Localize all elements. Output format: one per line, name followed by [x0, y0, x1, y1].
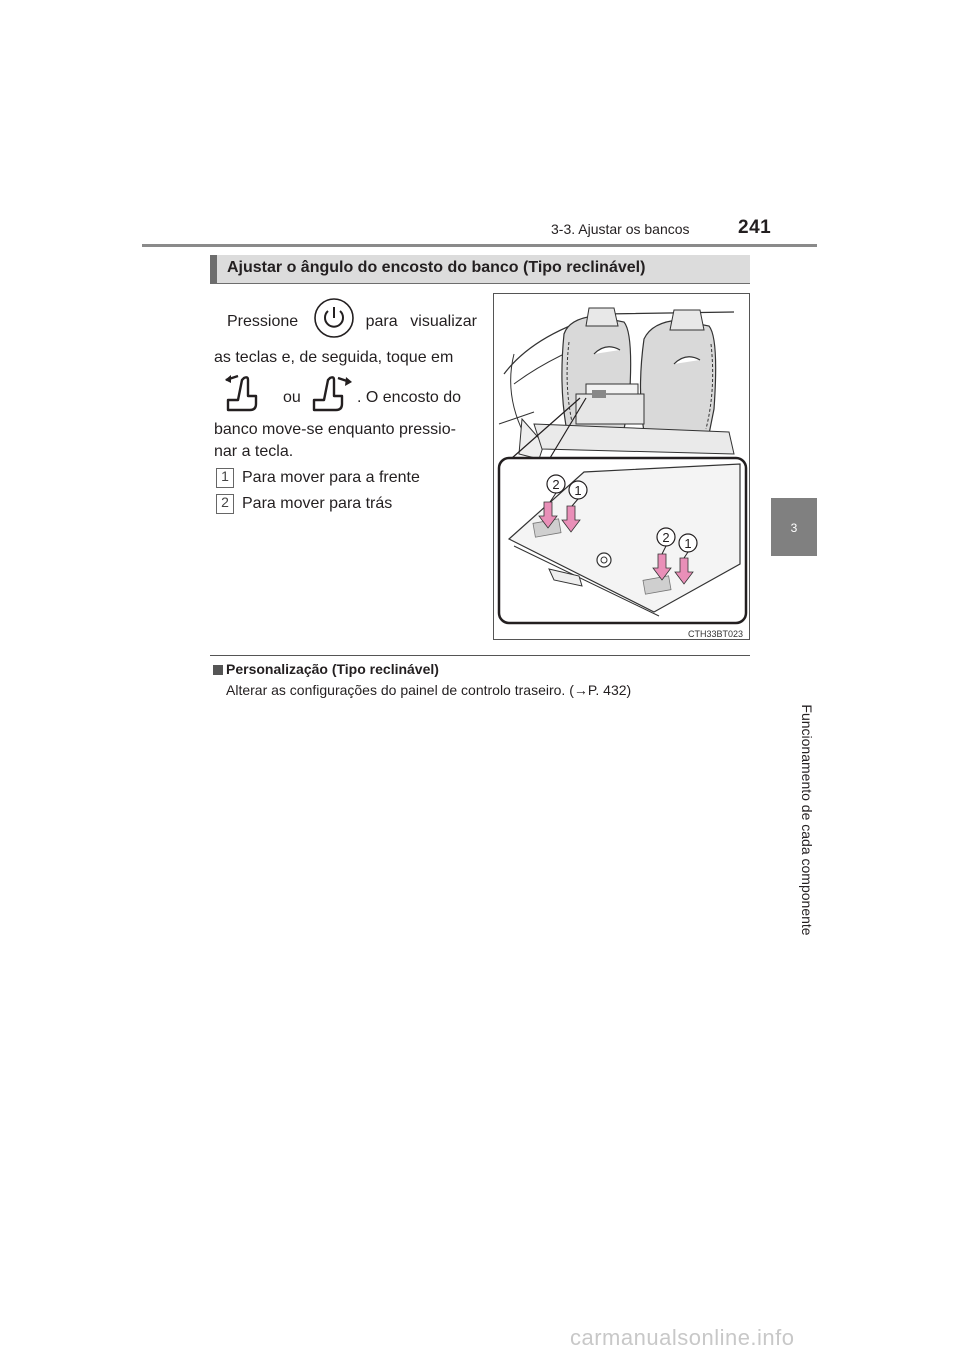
step-number: 1	[221, 468, 229, 484]
note-title: Personalização (Tipo reclinável)	[226, 661, 439, 677]
instruction-line-5: nar a tecla.	[214, 443, 294, 460]
callout-label: 2	[552, 477, 560, 492]
note-bullet-icon	[213, 665, 223, 675]
section-heading-underline	[210, 283, 750, 284]
figure-code: CTH33BT023	[688, 629, 744, 639]
callout-label: 1	[574, 483, 582, 498]
section-heading-accent	[210, 255, 217, 283]
step-text: Para mover para a frente	[242, 469, 420, 486]
or-word: ou	[283, 389, 301, 406]
header-rule	[142, 244, 817, 247]
callout-label: 1	[684, 536, 692, 551]
power-button-icon	[313, 297, 355, 339]
chapter-number: 3	[790, 521, 798, 535]
note-body: Alterar as configurações do painel de controlo traseiro. (→P. 432)	[226, 682, 632, 698]
page-number: 241	[738, 217, 772, 238]
instruction-word: para	[365, 313, 398, 330]
callout-label: 2	[662, 530, 670, 545]
rear-seat-illustration	[493, 293, 750, 640]
note-rule	[210, 655, 750, 656]
rear-seat-drawing	[494, 294, 750, 640]
step-number: 2	[221, 494, 229, 510]
instruction-line-3	[357, 388, 477, 408]
step-item-1	[216, 466, 486, 490]
instruction-word: visualizar	[410, 313, 477, 330]
chapter-title: Funcionamento de cada componente	[799, 704, 815, 936]
seat-recline-backward-icon	[308, 372, 354, 414]
section-title: 3-3. Ajustar os bancos	[551, 221, 690, 237]
instruction-word: Pressione	[227, 313, 299, 330]
seat-recline-forward-icon	[222, 372, 264, 414]
instruction-line-4: banco move-se enquanto pressio-	[214, 421, 456, 438]
step-item-2	[216, 492, 486, 516]
watermark: carmanualsonline.info	[570, 1325, 795, 1350]
instruction-line-2: as teclas e, de seguida, toque em	[214, 349, 454, 366]
step-text: Para mover para trás	[242, 495, 393, 512]
section-heading: Ajustar o ângulo do encosto do banco (Tipo reclinável)	[227, 259, 646, 276]
instruction-line-3-text: . O encosto do	[357, 389, 462, 406]
